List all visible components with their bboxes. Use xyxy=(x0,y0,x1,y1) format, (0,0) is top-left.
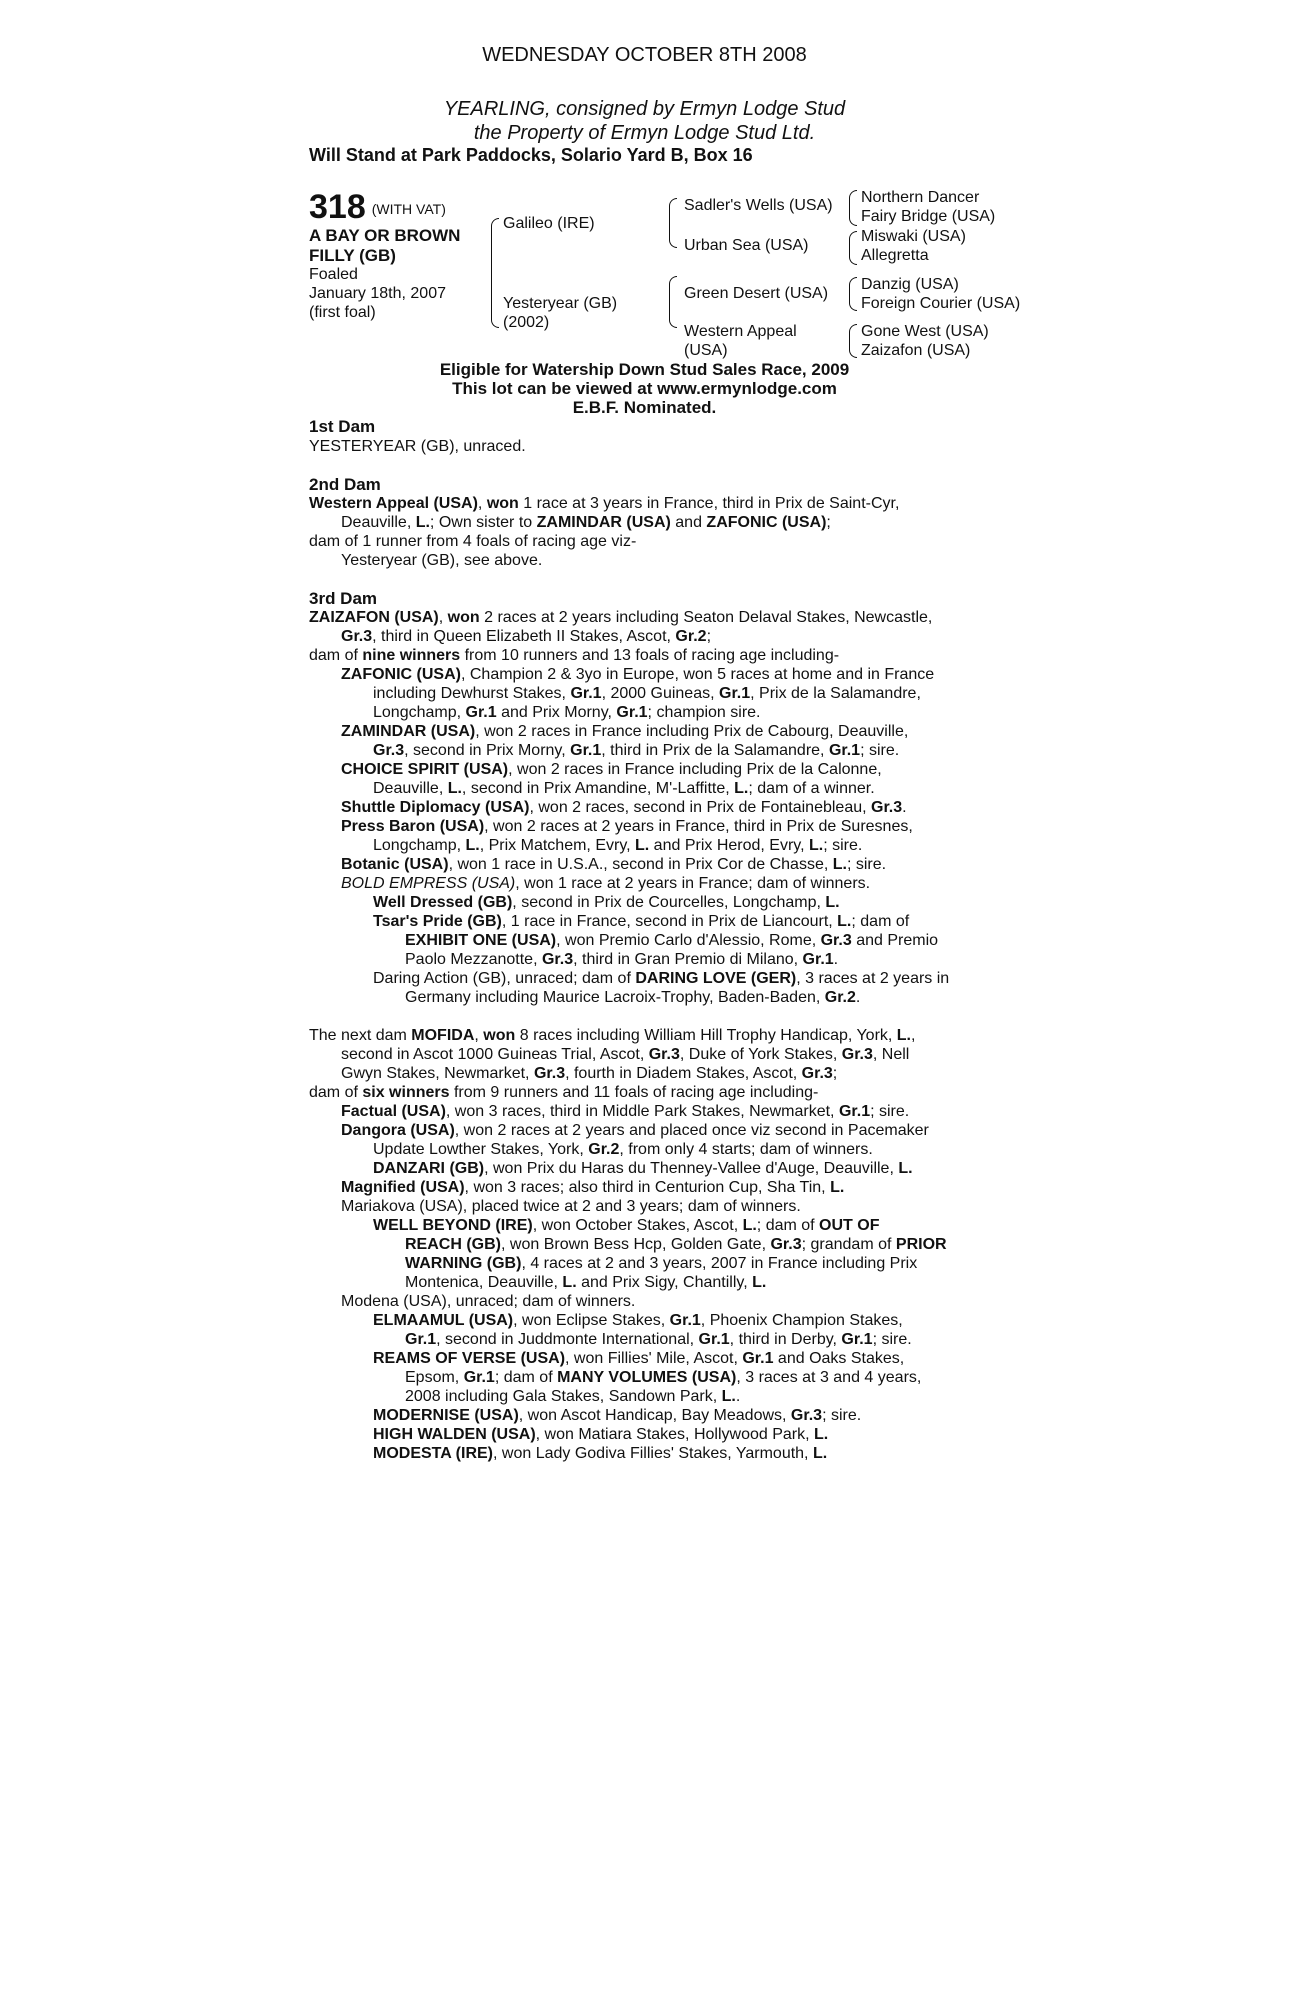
next-dam-line: Gwyn Stakes, Newmarket, Gr.3, fourth in Diadem Stakes, Ascot, Gr.3; xyxy=(341,1065,838,1082)
produce-line: CHOICE SPIRIT (USA), won 2 races in France including Prix de la Calonne, xyxy=(341,761,882,778)
produce-line: Magnified (USA), won 3 races; also third in Centurion Cup, Sha Tin, L. xyxy=(341,1179,845,1196)
second-dam-line: Yesteryear (GB), see above. xyxy=(341,552,543,569)
produce-line: Factual (USA), won 3 races, third in Middle Park Stakes, Newmarket, Gr.1; sire. xyxy=(341,1103,910,1120)
foal-note: (first foal) xyxy=(309,304,376,321)
next-dam-line: The next dam MOFIDA, won 8 races including William Hill Trophy Handicap, York, L., xyxy=(309,1027,916,1044)
ssd: Fairy Bridge (USA) xyxy=(861,208,996,225)
next-dam-line: dam of six winners from 9 runners and 11 foals of racing age including- xyxy=(309,1084,819,1101)
property-line: the Property of Ermyn Lodge Stud Ltd. xyxy=(473,122,816,144)
sire-dam: Urban Sea (USA) xyxy=(684,237,809,254)
produce-line: Dangora (USA), won 2 races at 2 years and placed once viz second in Pacemaker xyxy=(341,1122,929,1139)
dam-year: (2002) xyxy=(503,314,550,331)
foaled-date: January 18th, 2007 xyxy=(309,285,446,302)
pedigree-brace-main xyxy=(491,218,499,328)
produce-line: Press Baron (USA), won 2 races at 2 years in France, third in Prix de Suresnes, xyxy=(341,818,913,835)
produce-line: Update Lowther Stakes, York, Gr.2, from only 4 starts; dam of winners. xyxy=(373,1141,873,1158)
brace-sd xyxy=(849,231,857,265)
consignor-line: YEARLING, consigned by Ermyn Lodge Stud xyxy=(443,98,846,120)
produce-line: Longchamp, L., Prix Matchem, Evry, L. and Prix Herod, Evry, L.; sire. xyxy=(373,837,863,854)
produce-line: Botanic (USA), won 1 race in U.S.A., second in Prix Cor de Chasse, L.; sire. xyxy=(341,856,887,873)
produce-line: WELL BEYOND (IRE), won October Stakes, Ascot, L.; dam of OUT OF xyxy=(373,1217,880,1234)
pedigree-brace-sire xyxy=(669,198,677,248)
foaled-label: Foaled xyxy=(309,266,358,283)
sss: Northern Dancer xyxy=(861,189,980,206)
produce-line: WARNING (GB), 4 races at 2 and 3 years, 2007 in France including Prix xyxy=(405,1255,918,1272)
second-dam-line: dam of 1 runner from 4 foals of racing age viz- xyxy=(309,533,637,550)
produce-line: Deauville, L., second in Prix Amandine, M'-Laffitte, L.; dam of a winner. xyxy=(373,780,875,797)
produce-line: Longchamp, Gr.1 and Prix Morny, Gr.1; champion sire. xyxy=(373,704,761,721)
produce-line: MODERNISE (USA), won Ascot Handicap, Bay Meadows, Gr.3; sire. xyxy=(373,1407,862,1424)
produce-line: HIGH WALDEN (USA), won Matiara Stakes, Hollywood Park, L. xyxy=(373,1426,829,1443)
dam: Yesteryear (GB) xyxy=(503,295,618,312)
dds: Gone West (USA) xyxy=(861,323,989,340)
viewing-note: This lot can be viewed at www.ermynlodge.com xyxy=(452,379,837,398)
third-dam-heading: 3rd Dam xyxy=(309,589,378,608)
produce-line: Germany including Maurice Lacroix-Trophy, Baden-Baden, Gr.2. xyxy=(405,989,861,1006)
sire: Galileo (IRE) xyxy=(503,215,595,232)
produce-line: EXHIBIT ONE (USA), won Premio Carlo d'Alessio, Rome, Gr.3 and Premio xyxy=(405,932,939,949)
stand-location: Will Stand at Park Paddocks, Solario Yard B, Box 16 xyxy=(309,145,753,165)
produce-line: Gr.3, second in Prix Morny, Gr.1, third in Prix de la Salamandre, Gr.1; sire. xyxy=(373,742,900,759)
horse-name-2: FILLY (GB) xyxy=(309,246,396,265)
third-dam-line: ZAIZAFON (USA), won 2 races at 2 years including Seaton Delaval Stakes, Newcastle, xyxy=(309,609,933,626)
produce-line: including Dewhurst Stakes, Gr.1, 2000 Guineas, Gr.1, Prix de la Salamandre, xyxy=(373,685,921,702)
ddd: Zaizafon (USA) xyxy=(861,342,971,359)
dsd: Foreign Courier (USA) xyxy=(861,295,1021,312)
pedigree-brace-dam xyxy=(669,276,677,328)
first-dam-text: YESTERYEAR (GB), unraced. xyxy=(309,438,526,455)
second-dam-heading: 2nd Dam xyxy=(309,475,381,494)
lot-number-block xyxy=(309,188,446,227)
produce-line: DANZARI (GB), won Prix du Haras du Thenney-Vallee d'Auge, Deauville, L. xyxy=(373,1160,913,1177)
brace-dd xyxy=(849,324,857,358)
dam-sire: Green Desert (USA) xyxy=(684,285,829,302)
produce-line: Daring Action (GB), unraced; dam of DARING LOVE (GER), 3 races at 2 years in xyxy=(373,970,950,987)
vat-note: (WITH VAT) xyxy=(371,201,446,217)
produce-line: Well Dressed (GB), second in Prix de Courcelles, Longchamp, L. xyxy=(373,894,840,911)
sire-sire: Sadler's Wells (USA) xyxy=(684,197,833,214)
lot-number: 318 xyxy=(309,188,366,226)
eligible-note: Eligible for Watership Down Stud Sales Race, 2009 xyxy=(439,360,850,379)
second-dam-line: Western Appeal (USA), won 1 race at 3 years in France, third in Prix de Saint-Cyr, xyxy=(309,495,900,512)
dam-dam-2: (USA) xyxy=(684,342,728,359)
next-dam-line: second in Ascot 1000 Guineas Trial, Ascot, Gr.3, Duke of York Stakes, Gr.3, Nell xyxy=(341,1046,910,1063)
brace-ss xyxy=(849,190,857,226)
produce-line: ELMAAMUL (USA), won Eclipse Stakes, Gr.1, Phoenix Champion Stakes, xyxy=(373,1312,903,1329)
produce-line: ZAMINDAR (USA), won 2 races in France including Prix de Cabourg, Deauville, xyxy=(341,723,909,740)
produce-line: MODESTA (IRE), won Lady Godiva Fillies' Stakes, Yarmouth, L. xyxy=(373,1445,828,1462)
ebf-note: E.B.F. Nominated. xyxy=(572,398,717,417)
sds: Miswaki (USA) xyxy=(861,228,966,245)
dss: Danzig (USA) xyxy=(861,276,959,293)
first-dam-heading: 1st Dam xyxy=(309,417,376,436)
produce-line: Modena (USA), unraced; dam of winners. xyxy=(341,1293,636,1310)
produce-line: Montenica, Deauville, L. and Prix Sigy, Chantilly, L. xyxy=(405,1274,767,1291)
produce-line: REACH (GB), won Brown Bess Hcp, Golden Gate, Gr.3; grandam of PRIOR xyxy=(405,1236,947,1253)
produce-line: Gr.1, second in Juddmonte International, Gr.1, third in Derby, Gr.1; sire. xyxy=(405,1331,912,1348)
produce-line: Shuttle Diplomacy (USA), won 2 races, second in Prix de Fontainebleau, Gr.3. xyxy=(341,799,907,816)
third-dam-line: dam of nine winners from 10 runners and 13 foals of racing age including- xyxy=(309,647,840,664)
produce-line: Paolo Mezzanotte, Gr.3, third in Gran Premio di Milano, Gr.1. xyxy=(405,951,839,968)
dam-dam-1: Western Appeal xyxy=(684,323,797,340)
second-dam-line: Deauville, L.; Own sister to ZAMINDAR (USA) and ZAFONIC (USA); xyxy=(341,514,831,531)
produce-line: BOLD EMPRESS (USA), won 1 race at 2 years in France; dam of winners. xyxy=(341,875,871,892)
produce-line: Mariakova (USA), placed twice at 2 and 3 years; dam of winners. xyxy=(341,1198,801,1215)
produce-line: Tsar's Pride (GB), 1 race in France, second in Prix de Liancourt, L.; dam of xyxy=(373,913,910,930)
horse-name-1: A BAY OR BROWN xyxy=(309,226,461,245)
third-dam-line: Gr.3, third in Queen Elizabeth II Stakes, Ascot, Gr.2; xyxy=(341,628,712,645)
produce-line: ZAFONIC (USA), Champion 2 & 3yo in Europe, won 5 races at home and in France xyxy=(341,666,935,683)
sale-date: WEDNESDAY OCTOBER 8TH 2008 xyxy=(482,44,807,66)
sdd: Allegretta xyxy=(861,247,929,264)
brace-ds xyxy=(849,277,857,311)
produce-line: 2008 including Gala Stakes, Sandown Park, L.. xyxy=(405,1388,741,1405)
produce-line: REAMS OF VERSE (USA), won Fillies' Mile, Ascot, Gr.1 and Oaks Stakes, xyxy=(373,1350,905,1367)
produce-line: Epsom, Gr.1; dam of MANY VOLUMES (USA), 3 races at 3 and 4 years, xyxy=(405,1369,922,1386)
